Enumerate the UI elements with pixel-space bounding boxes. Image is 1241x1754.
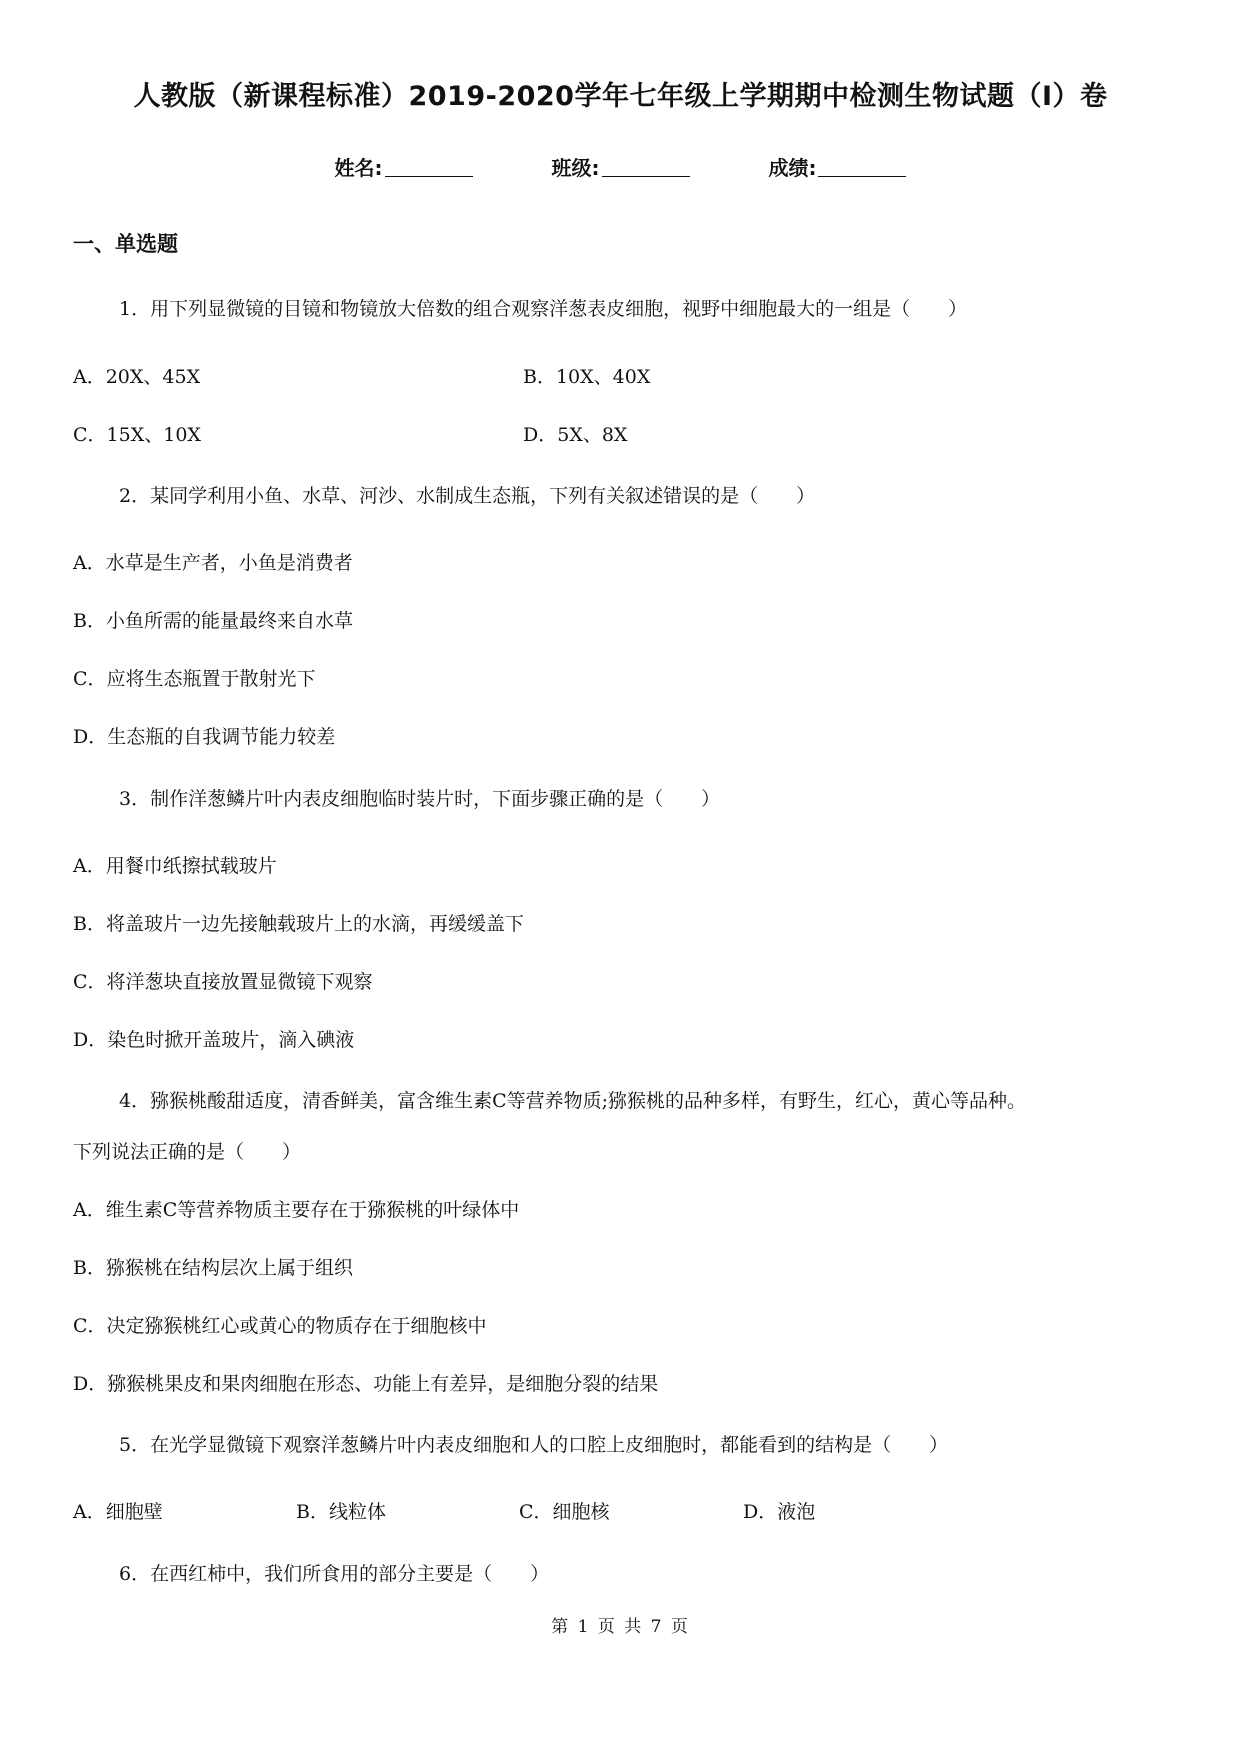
option-d: D．5X、8X	[523, 424, 628, 446]
question-stem: 6．在西红柿中，我们所食用的部分主要是（ ）	[119, 1563, 550, 1585]
class-blank[interactable]	[602, 158, 690, 177]
question-1	[73, 280, 1183, 338]
student-info-row	[0, 152, 1241, 181]
option-a: A．用餐巾纸擦拭载玻片	[73, 855, 277, 877]
question-stem: 3．制作洋葱鳞片叶内表皮细胞临时装片时，下面步骤正确的是（ ）	[119, 788, 721, 810]
section-title: 一、单选题	[73, 232, 178, 256]
score-field	[768, 152, 906, 181]
option-b: B．将盖玻片一边先接触载玻片上的水滴，再缓缓盖下	[73, 913, 524, 935]
question-stem: 5．在光学显微镜下观察洋葱鳞片叶内表皮细胞和人的口腔上皮细胞时，都能看到的结构是（ ）	[119, 1434, 949, 1456]
class-field	[552, 152, 690, 181]
option-b: B．线粒体	[296, 1501, 386, 1523]
score-label: 成绩:	[768, 156, 817, 180]
question-6	[73, 1545, 1183, 1603]
question-stem: 1．用下列显微镜的目镜和物镜放大倍数的组合观察洋葱表皮细胞，视野中细胞最大的一组是（ ）	[119, 298, 968, 320]
name-label: 姓名:	[334, 156, 383, 180]
option-c: C．细胞核	[519, 1501, 610, 1523]
option-b: B．小鱼所需的能量最终来自水草	[73, 610, 353, 632]
question-3	[73, 770, 1183, 828]
score-blank[interactable]	[818, 158, 906, 177]
option-c: C．15X、10X	[73, 424, 201, 446]
name-field	[335, 152, 473, 181]
option-b: B．10X、40X	[523, 366, 651, 388]
question-5	[73, 1416, 1183, 1474]
option-c: C．应将生态瓶置于散射光下	[73, 668, 316, 690]
option-d: D．猕猴桃果皮和果肉细胞在形态、功能上有差异，是细胞分裂的结果	[73, 1373, 659, 1395]
option-c: C．决定猕猴桃红心或黄心的物质存在于细胞核中	[73, 1315, 487, 1337]
exam-title: 人教版（新课程标准）2019-2020学年七年级上学期期中检测生物试题（I）卷	[133, 81, 1108, 112]
option-a: A．水草是生产者，小鱼是消费者	[73, 552, 353, 574]
question-2	[73, 467, 1183, 525]
option-a: A．维生素C等营养物质主要存在于猕猴桃的叶绿体中	[73, 1199, 520, 1221]
question-stem-line-1: 4．猕猴桃酸甜适度，清香鲜美，富含维生素C等营养物质;猕猴桃的品种多样，有野生，红心，黄心等品种。	[119, 1090, 1027, 1112]
option-c: C．将洋葱块直接放置显微镜下观察	[73, 971, 373, 993]
question-stem-line-2: 下列说法正确的是（ ）	[73, 1141, 302, 1163]
option-d: D．生态瓶的自我调节能力较差	[73, 726, 336, 748]
option-a: A．细胞壁	[73, 1501, 163, 1523]
page-footer: 第 1 页 共 7 页	[551, 1617, 690, 1637]
option-d: D．染色时掀开盖玻片，滴入碘液	[73, 1029, 355, 1051]
question-4	[73, 1072, 1183, 1130]
class-label: 班级:	[551, 156, 600, 180]
option-a: A．20X、45X	[73, 366, 201, 388]
name-blank[interactable]	[385, 158, 473, 177]
option-b: B．猕猴桃在结构层次上属于组织	[73, 1257, 353, 1279]
question-stem: 2．某同学利用小鱼、水草、河沙、水制成生态瓶，下列有关叙述错误的是（ ）	[119, 485, 816, 507]
option-d: D．液泡	[743, 1501, 816, 1523]
